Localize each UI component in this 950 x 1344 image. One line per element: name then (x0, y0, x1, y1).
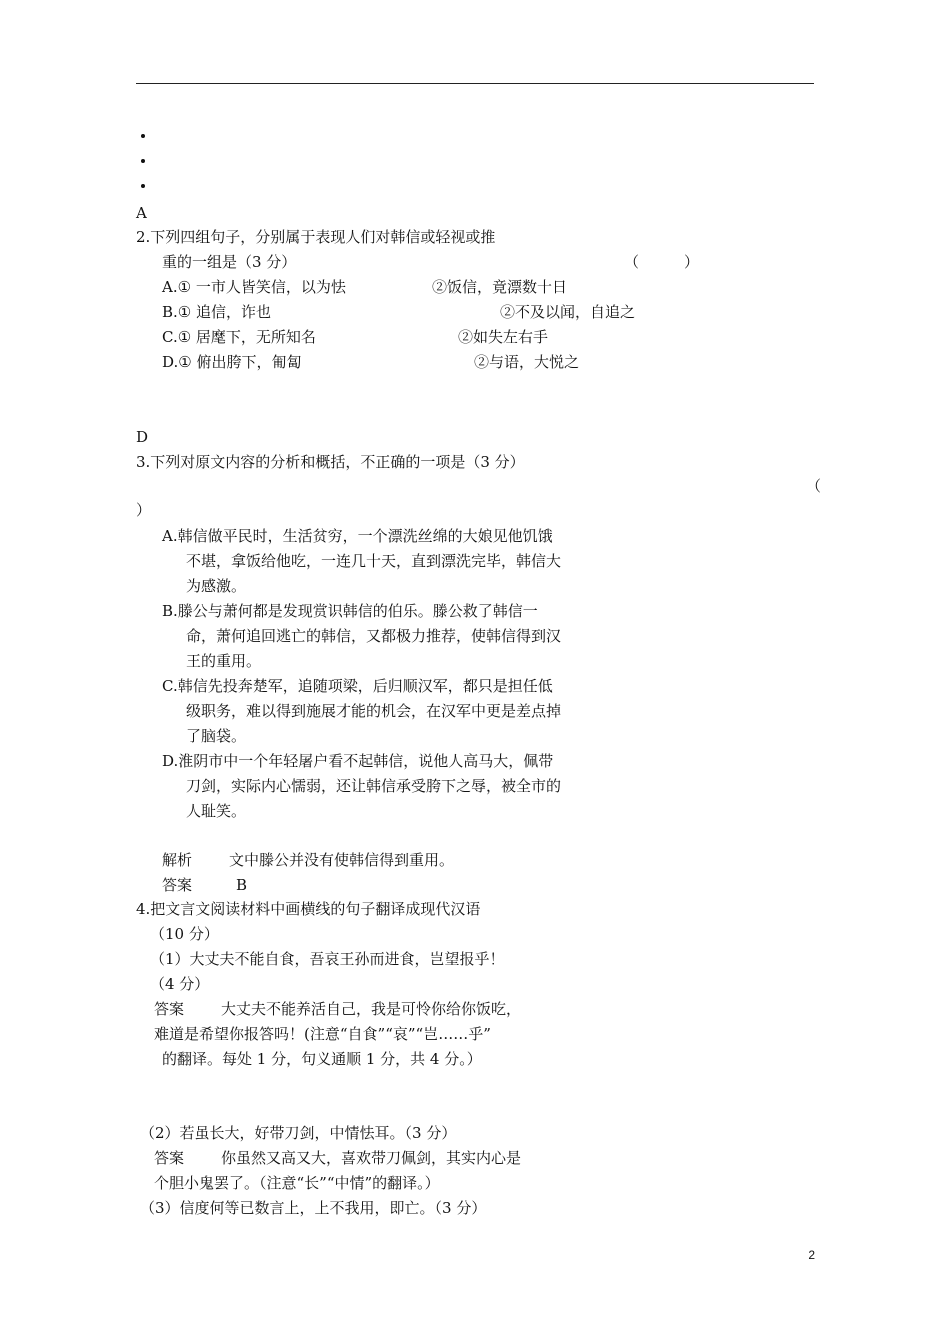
q3-analysis-text: 文中滕公并没有使韩信得到重用。 (229, 851, 455, 869)
q3-option-c-line2: 级职务，难以得到施展才能的机会，在汉军中更是差点掉 (186, 702, 562, 720)
bullet-dot (141, 184, 145, 188)
q3-stem: 3.下列对原文内容的分析和概括，不正确的一项是（3 分） (136, 453, 525, 471)
q3-option-b-line2: 命，萧何追回逃亡的韩信，又都极力推荐，使韩信得到汉 (186, 627, 562, 645)
q3-answer-text: B (236, 876, 248, 894)
q4-sentence-2: （2）若虽长大，好带刀剑，中情怯耳。（3 分） (140, 1124, 457, 1142)
q4-answer-2-line2: 个胆小鬼罢了。（注意“长”“中情”的翻译。） (154, 1174, 440, 1192)
q2-answer: D (136, 428, 149, 446)
q3-paren-open: （ (806, 477, 822, 495)
q3-option-b-line1: B.滕公与萧何都是发现赏识韩信的伯乐。滕公救了韩信一 (162, 602, 538, 620)
q2-option-a-right: ②饭信，竟漂数十日 (432, 278, 568, 296)
q4-answer-1-line3: 的翻译。每处 1 分，句义通顺 1 分，共 4 分。） (162, 1050, 482, 1068)
q4-sentence-1-score: （4 分） (150, 975, 210, 993)
q2-option-c-right: ②如失左右手 (458, 328, 549, 346)
q4-sentence-3: （3）信度何等已数言上，上不我用，即亡。（3 分） (140, 1199, 487, 1217)
q2-stem-line1: 2.下列四组句子，分别属于表现人们对韩信或轻视或推 (136, 228, 496, 246)
q2-option-b-left: B.① 追信，诈也 (162, 303, 272, 321)
q3-option-a-line1: A.韩信做平民时，生活贫穷，一个漂洗丝绵的大娘见他饥饿 (162, 527, 553, 545)
q4-answer-1-label: 答案 (154, 1000, 185, 1018)
q4-sentence-1: （1）大丈夫不能自食，吾哀王孙而进食，岂望报乎！ (150, 950, 505, 968)
q2-option-d-right: ②与语，大悦之 (474, 353, 580, 371)
q3-option-c-line1: C.韩信先投奔楚军，追随项梁，后归顺汉军，都只是担任低 (162, 677, 553, 695)
q3-option-c-line3: 了脑袋。 (186, 727, 247, 745)
q4-stem-line2: （10 分） (150, 925, 219, 943)
q3-option-a-line3: 为感激。 (186, 577, 247, 595)
q2-answer-paren: （ ） (624, 253, 700, 271)
q3-option-d-line3: 人耻笑。 (186, 802, 247, 820)
q2-option-d-left: D.① 俯出胯下，匍匐 (162, 353, 302, 371)
q4-answer-1-line1: 大丈夫不能养活自己，我是可怜你给你饭吃， (221, 1000, 522, 1018)
q4-answer-2-line1: 你虽然又高又大，喜欢带刀佩剑，其实内心是 (221, 1149, 522, 1167)
q2-option-c-left: C.① 居麾下，无所知名 (162, 328, 316, 346)
q4-answer-2-label: 答案 (154, 1149, 185, 1167)
q3-option-d-line1: D.淮阴市中一个年轻屠户看不起韩信，说他人高马大，佩带 (162, 752, 554, 770)
page-number: 2 (808, 1248, 815, 1262)
q3-answer-label: 答案 (162, 876, 193, 894)
q3-paren-close: ） (136, 501, 152, 519)
q2-option-a-left: A.① 一市人皆笑信，以为怯 (162, 278, 346, 296)
bullet-dot (141, 159, 145, 163)
q3-option-b-line3: 王的重用。 (186, 652, 262, 670)
header-rule (136, 83, 814, 84)
q4-stem-line1: 4.把文言文阅读材料中画横线的句子翻译成现代汉语 (136, 900, 481, 918)
bullet-dot (141, 134, 145, 138)
q2-option-b-right: ②不及以闻，自追之 (500, 303, 636, 321)
q3-option-a-line2: 不堪，拿饭给他吃，一连几十天，直到漂洗完毕，韩信大 (186, 552, 562, 570)
q1-answer: A (136, 204, 147, 222)
q4-answer-1-line2: 难道是希望你报答吗！(注意“自食”“哀”“岂……乎” (154, 1025, 491, 1043)
q3-option-d-line2: 刀剑，实际内心懦弱，还让韩信承受胯下之辱，被全市的 (186, 777, 562, 795)
q2-stem-line2: 重的一组是（3 分） (162, 253, 297, 271)
q3-analysis-label: 解析 (162, 851, 193, 869)
